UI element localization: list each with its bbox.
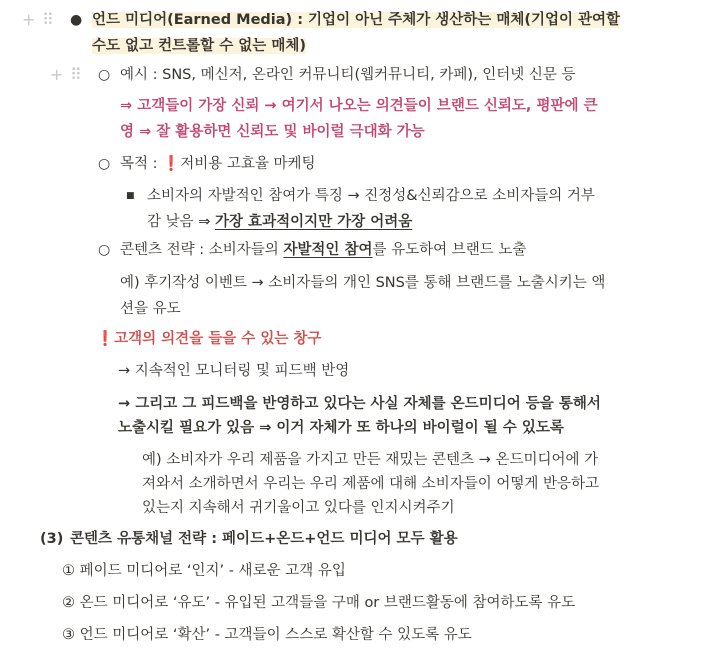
channel-example-line3: 있는지 지속해서 귀기울이고 있다를 인지시켜주기 (142, 500, 455, 516)
drag-handle-icon[interactable]: ⠿ (42, 10, 54, 29)
bullet-disc-icon: ● (70, 12, 83, 28)
content-example-line2: 션을 유도 (120, 301, 181, 317)
bullet-circle-icon: ○ (98, 242, 111, 258)
section-title: 콘텐츠 유통채널 전략 : 페이드+온드+언드 미디어 모두 활용 (70, 531, 458, 547)
content-strategy-line: 콘텐츠 전략 : 소비자들의 자발적인 참여를 유도하여 브랜드 노출 (120, 242, 527, 258)
drag-handle-icon[interactable]: ⠿ (70, 65, 82, 84)
section-number: (3) (40, 531, 64, 547)
purpose-line: 목적 : ❗저비용 고효율 마케팅 (120, 156, 316, 172)
feedback-exposure-line1: → 그리고 그 피드백을 반영하고 있다는 사실 자체를 온드미디어 등을 통해서 (118, 396, 601, 412)
channel-example-line1: 예) 소비자가 우리 제품을 가지고 만든 재밌는 콘텐츠 → 온드미디어에 가 (142, 452, 599, 468)
trust-note-line1: ⇒ 고객들이 가장 신뢰 → 여기서 나오는 의견들이 브랜드 신뢰도, 평판에 큰 (120, 98, 598, 114)
list-item: ③ 언드 미디어로 ‘확산’ - 고객들이 스스로 확산할 수 있도록 유도 (62, 627, 472, 643)
purpose-sub-line1: 소비자의 자발적인 참여가 특징 → 진정성&신뢰감으로 소비자들의 거부 (147, 188, 595, 204)
bullet-circle-icon: ○ (98, 156, 111, 172)
earned-media-heading: 언드 미디어(Earned Media) : 기업이 아닌 주체가 생산하는 매체(기업이 관여할 (92, 12, 621, 28)
list-item: ① 페이드 미디어로 ‘인지’ - 새로운 고객 유입 (62, 563, 346, 579)
bullet-circle-icon: ○ (98, 67, 111, 83)
add-block-icon[interactable]: + (22, 10, 36, 29)
list-item: ② 온드 미디어로 ‘유도’ - 유입된 고객들을 구매 or 브랜드활동에 참여하도록 유도 (62, 595, 576, 611)
channel-example-line2: 져와서 소개하면서 우리는 우리 제품에 대해 소비자들이 어떻게 반응하고 (142, 476, 600, 492)
monitoring-line: → 지속적인 모니터링 및 피드백 반영 (118, 363, 350, 379)
content-example-line1: 예) 후기작성 이벤트 → 소비자들의 개인 SNS를 통해 브랜드를 노출시키는 액 (120, 275, 606, 291)
feedback-channel-heading: ❗고객의 의견을 들을 수 있는 창구 (96, 331, 322, 347)
exclamation-icon: ❗ (162, 156, 181, 172)
trust-note-line2: 영 ⇒ 잘 활용하면 신뢰도 및 바이럴 극대화 가능 (120, 124, 425, 140)
bullet-square-icon: ■ (126, 191, 135, 201)
earned-media-heading-cont: 수도 없고 컨트롤할 수 없는 매체) (92, 38, 306, 54)
add-block-icon[interactable]: + (50, 65, 64, 84)
purpose-sub-line2: 감 낮음 ⇒ 가장 효과적이지만 가장 어려움 (147, 214, 413, 230)
example-line: 예시 : SNS, 메신저, 온라인 커뮤니티(웹커뮤니티, 카페), 인터넷 신문 등 (120, 67, 576, 83)
exclamation-icon: ❗ (96, 331, 115, 347)
feedback-exposure-line2: 노출시킬 필요가 있음 ⇒ 이거 자체가 또 하나의 바이럴이 될 수 있도록 (118, 420, 564, 436)
